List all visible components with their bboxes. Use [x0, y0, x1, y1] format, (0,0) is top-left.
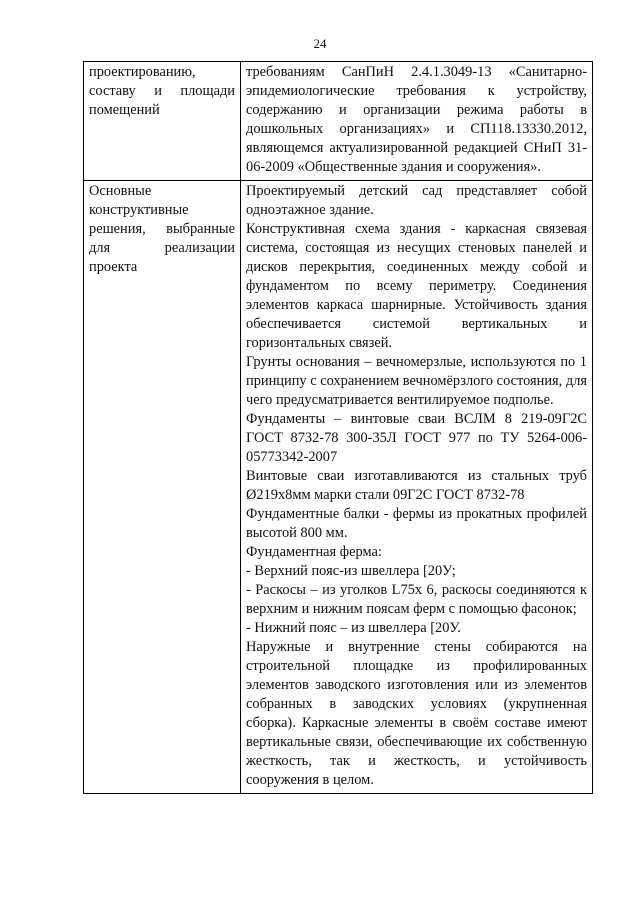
paragraph: Проектируемый детский сад представляет собой одноэтажное здание.: [246, 183, 587, 218]
paragraph: - Верхний пояс-из швеллера [20У;: [246, 563, 456, 579]
row-label: проектированию, составу и площади помещений: [89, 64, 235, 118]
project-description-table: [83, 61, 593, 794]
table-cell-label: [84, 181, 241, 794]
row-label: Основные конструктивные решения, выбранные для реализации проекта: [89, 183, 235, 275]
paragraph: Фундаментные балки - фермы из прокатных профилей высотой 800 мм.: [246, 506, 587, 541]
paragraph: Фундаменты – винтовые сваи ВСЛМ 8 219-09Г2С ГОСТ 8732-78 300-35Л ГОСТ 977 по ТУ 5264-006-05773342-2007: [246, 411, 587, 465]
table-cell-label: [84, 62, 241, 181]
paragraph: - Нижний пояс – из швеллера [20У.: [246, 620, 461, 636]
paragraph: Фундаментная ферма:: [246, 544, 382, 560]
paragraph: Винтовые сваи изготавливаются из стальных труб Ø219х8мм марки стали 09Г2С ГОСТ 8732-78: [246, 468, 587, 503]
page-number: 24: [313, 36, 327, 51]
table-cell-content: [241, 181, 593, 794]
paragraph: Конструктивная схема здания - каркасная связевая система, состоящая из несущих стеновых панелей и дисков перекрытия, соединенных между собой и фундаментом по всему периметру. Соединения элементов каркаса шарнирные. Устойчивость здания обеспечивается системой вертикальных и горизонтальных связей.: [246, 221, 587, 351]
paragraph: требованиям СанПиН 2.4.1.3049-13 «Санитарно-эпидемиологические требования к устройству, содержанию и организации режима работы в дошкольных организациях» и СП118.13330.2012, являющемся актуализированной редакцией СНиП 31-06-2009 «Общественные здания и сооружения».: [246, 64, 587, 175]
table-row: [84, 62, 593, 181]
paragraph: Грунты основания – вечномерзлые, используются по 1 принципу с сохранением вечномёрзлого состояния, для чего предусматривается вентилируемое подполье.: [246, 354, 587, 408]
paragraph: - Раскосы – из уголков L75х 6, раскосы соединяются к верхним и нижним поясам ферм с помощью фасонок;: [246, 582, 587, 617]
paragraph: Наружные и внутренние стены собираются на строительной площадке из профилированных элементов заводского изготовления или из элементов собранных в заводских условиях (укрупненная сборка). Каркасные элементы в своём составе имеют вертикальные связи, обеспечивающие их собственную жесткость, так и жесткость, и устойчивость сооружения в целом.: [246, 639, 587, 788]
table-cell-content: [241, 62, 593, 181]
table-row: [84, 181, 593, 794]
